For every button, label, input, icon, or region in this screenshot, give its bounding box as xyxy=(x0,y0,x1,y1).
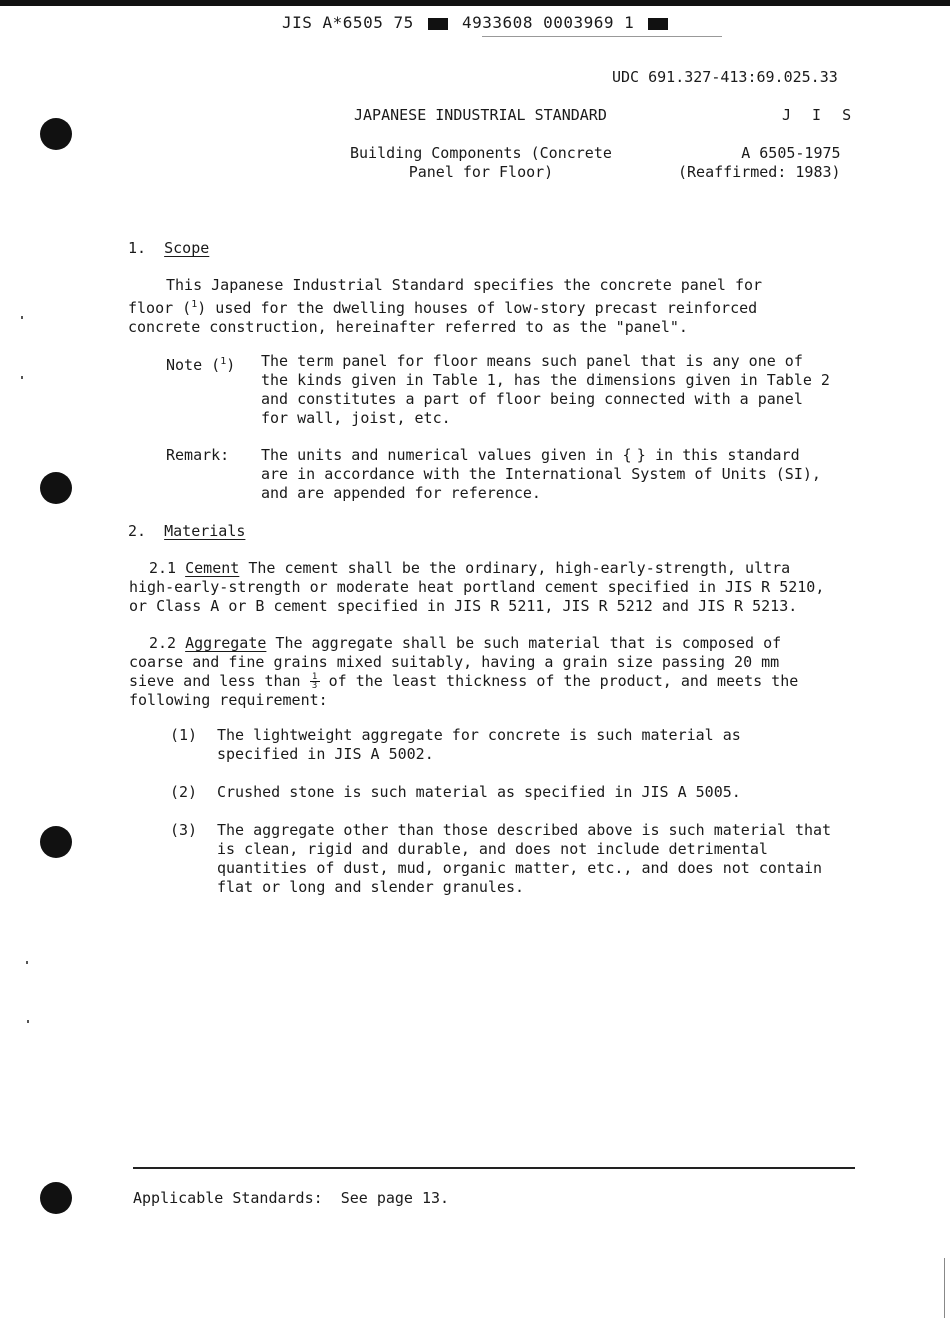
cement-paragraph xyxy=(129,559,824,616)
item-number: (1) xyxy=(170,726,198,744)
redaction-block xyxy=(428,18,448,30)
list-item xyxy=(217,821,831,897)
udc-number: UDC 691.327-413:69.025.33 xyxy=(612,68,838,86)
text-line: or Class A or B cement specified in JIS R 5211, JIS R 5212 and JIS R 5213. xyxy=(129,597,798,615)
scan-speck xyxy=(27,1020,29,1023)
item-number: (3) xyxy=(170,821,198,839)
title-line: Panel for Floor) xyxy=(408,163,554,181)
jis-code: JIS A*6505 75 xyxy=(282,13,414,32)
note-label: Note ($^1$) xyxy=(166,356,236,374)
scan-edge xyxy=(944,1258,945,1318)
top-border xyxy=(0,0,950,6)
scan-speck xyxy=(26,961,28,964)
title-line: Building Components (Concrete xyxy=(350,144,612,162)
text-line: floor ($^1$) used for the dwelling houses of low-story precast reinforced xyxy=(128,299,758,317)
text-line: concrete construction, hereinafter referred to as the "panel". xyxy=(128,318,688,336)
text-line: flat or long and slender granules. xyxy=(217,878,525,896)
footer-rule xyxy=(133,1167,855,1169)
text-line: the kinds given in Table 1, has the dimensions given in Table 2 xyxy=(261,371,830,389)
clause-number: 2.2 xyxy=(149,634,177,652)
standard-code: A 6505-1975 xyxy=(741,144,841,162)
clause-title: Cement xyxy=(185,559,240,577)
document-title xyxy=(350,144,612,182)
footer-value: See page 13. xyxy=(340,1189,450,1207)
remark-label: Remark: xyxy=(166,446,230,464)
text-line: sieve and less than $\frac{1}{3}$ of the least thickness of the product, and meets the xyxy=(129,672,799,691)
text-line: coarse and fine grains mixed suitably, having a grain size passing 20 mm xyxy=(129,653,780,671)
punch-hole xyxy=(40,472,72,504)
note-text xyxy=(261,352,830,428)
punch-hole xyxy=(40,118,72,150)
redaction-block xyxy=(648,18,668,30)
standard-number xyxy=(678,144,841,182)
header-underline xyxy=(482,36,722,37)
footnote-ref: 1 xyxy=(191,299,198,310)
remark-text xyxy=(261,446,821,503)
text-line: high-early-strength or moderate heat portland cement specified in JIS R 5210, xyxy=(129,578,825,596)
scan-speck xyxy=(21,376,23,379)
text-line: The units and numerical values given in { } in this standard xyxy=(261,446,800,464)
section-1-heading xyxy=(128,239,209,257)
aggregate-paragraph xyxy=(129,634,798,710)
section-number: 2. xyxy=(128,522,147,540)
standard-organization: JAPANESE INDUSTRIAL STANDARD xyxy=(354,106,607,124)
text-line: and constitutes a part of floor being connected with a panel xyxy=(261,390,803,408)
fraction-one-third: $\frac{1}{3}$ xyxy=(310,673,320,690)
reaffirmed-date: (Reaffirmed: 1983) xyxy=(678,163,841,181)
list-item: Crushed stone is such material as specified in JIS A 5005. xyxy=(217,783,741,801)
text-line: following requirement: xyxy=(129,691,328,709)
text-line: The lightweight aggregate for concrete is such material as xyxy=(217,726,741,744)
punch-hole xyxy=(40,826,72,858)
section-title: Scope xyxy=(164,239,210,257)
scope-paragraph xyxy=(128,276,762,337)
text-line: The term panel for floor means such panel that is any one of xyxy=(261,352,803,370)
punch-hole xyxy=(40,1182,72,1214)
footer-label: Applicable Standards: xyxy=(133,1189,323,1207)
text-line: 2.1 Cement The cement shall be the ordinary, high-early-strength, ultra xyxy=(149,559,791,577)
barcode-number: 4933608 0003969 1 xyxy=(462,13,635,32)
text-line: 2.2 Aggregate The aggregate shall be such material that is composed of xyxy=(149,634,782,652)
text-line: specified in JIS A 5002. xyxy=(217,745,434,763)
text-line: quantities of dust, mud, organic matter, etc., and does not contain xyxy=(217,859,823,877)
list-item xyxy=(217,726,741,764)
document-code-header xyxy=(282,13,672,32)
text-line: are in accordance with the International System of Units (SI), xyxy=(261,465,821,483)
footnote-ref: 1 xyxy=(220,356,227,367)
section-2-heading xyxy=(128,522,245,540)
clause-number: 2.1 xyxy=(149,559,177,577)
applicable-standards xyxy=(133,1189,449,1207)
scan-speck xyxy=(21,316,23,319)
section-title: Materials xyxy=(164,522,246,540)
item-number: (2) xyxy=(170,783,198,801)
text-line: This Japanese Industrial Standard specifies the concrete panel for xyxy=(166,276,763,294)
text-line: is clean, rigid and durable, and does not include detrimental xyxy=(217,840,768,858)
section-number: 1. xyxy=(128,239,147,257)
jis-mark: J I S xyxy=(782,106,858,124)
text-line: for wall, joist, etc. xyxy=(261,409,451,427)
text-line: The aggregate other than those described above is such material that xyxy=(217,821,832,839)
text-line: and are appended for reference. xyxy=(261,484,541,502)
clause-title: Aggregate xyxy=(185,634,267,652)
